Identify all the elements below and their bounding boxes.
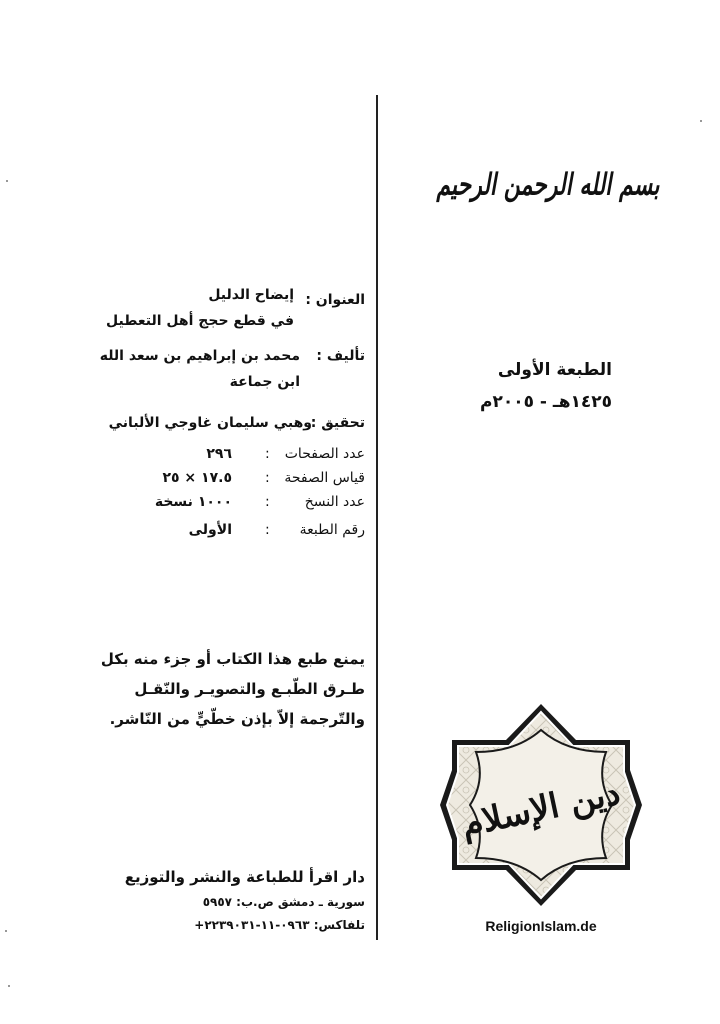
page-size-label: قياس الصفحة xyxy=(284,470,365,486)
print-number-value: الأولى xyxy=(188,522,232,538)
basmala xyxy=(435,150,665,220)
scan-speck xyxy=(700,120,702,122)
page-size-colon: : xyxy=(265,470,270,486)
copies-colon: : xyxy=(265,494,270,510)
author-line2: ابن جماعة xyxy=(229,374,300,390)
pages-colon: : xyxy=(265,446,270,462)
author-label: تأليف : xyxy=(316,348,365,364)
religionislam-logo xyxy=(436,700,646,910)
website-label: ReligionIslam.de xyxy=(485,918,597,934)
copyright-line2: طـرق الطّبـع والتصويـر والنّقـل xyxy=(134,680,365,698)
author-line1: محمد بن إبراهيم بن سعد الله xyxy=(99,348,300,364)
scan-speck xyxy=(8,985,10,987)
print-number-colon: : xyxy=(265,522,270,538)
edition-year: ١٤٢٥هـ - ٢٠٠٥م xyxy=(480,392,612,412)
logo-calligraphy: دين الإسلام xyxy=(457,772,624,846)
copies-value: ١٠٠٠ نسخة xyxy=(154,494,232,510)
publisher-name: دار اقرأ للطباعة والنشر والتوزيع xyxy=(124,868,365,886)
print-number-label: رقم الطبعة xyxy=(299,522,365,538)
publisher-address: سورية ـ دمشق ص.ب: ٥٩٥٧ xyxy=(202,895,365,909)
basmala-text: بسم الله الرحمن الرحيم xyxy=(435,167,665,203)
copyright-line1: يمنع طبع هذا الكتاب أو جزء منه بكل xyxy=(100,650,365,668)
edition-label: الطبعة الأولى xyxy=(497,360,612,380)
scan-speck xyxy=(5,930,7,932)
title-line2: في قطع حجج أهل التعطيل xyxy=(106,313,294,329)
publisher-phone: تلفاكس: ٠٩٦٣-١١-٢٢٣٩٠٣١+ xyxy=(194,918,365,932)
vertical-divider xyxy=(376,95,378,940)
pages-label: عدد الصفحات xyxy=(284,446,365,462)
logo-emblem-icon xyxy=(436,700,646,910)
title-label: العنوان : xyxy=(305,292,365,308)
copyright-line3: والتّرجمة إلاّ بإذن خطّيٍّ من النّاشر. xyxy=(109,710,365,728)
pages-value: ٢٩٦ xyxy=(206,446,232,462)
editor-value: وهبي سليمان غاوجي الألباني xyxy=(108,415,312,431)
copies-label: عدد النسخ xyxy=(304,494,365,510)
editor-label: تحقيق : xyxy=(310,415,365,431)
title-line1: إيضاح الدليل xyxy=(208,287,294,303)
scan-speck xyxy=(6,180,8,182)
page-size-value: ١٧.٥ × ٢٥ xyxy=(162,470,232,486)
